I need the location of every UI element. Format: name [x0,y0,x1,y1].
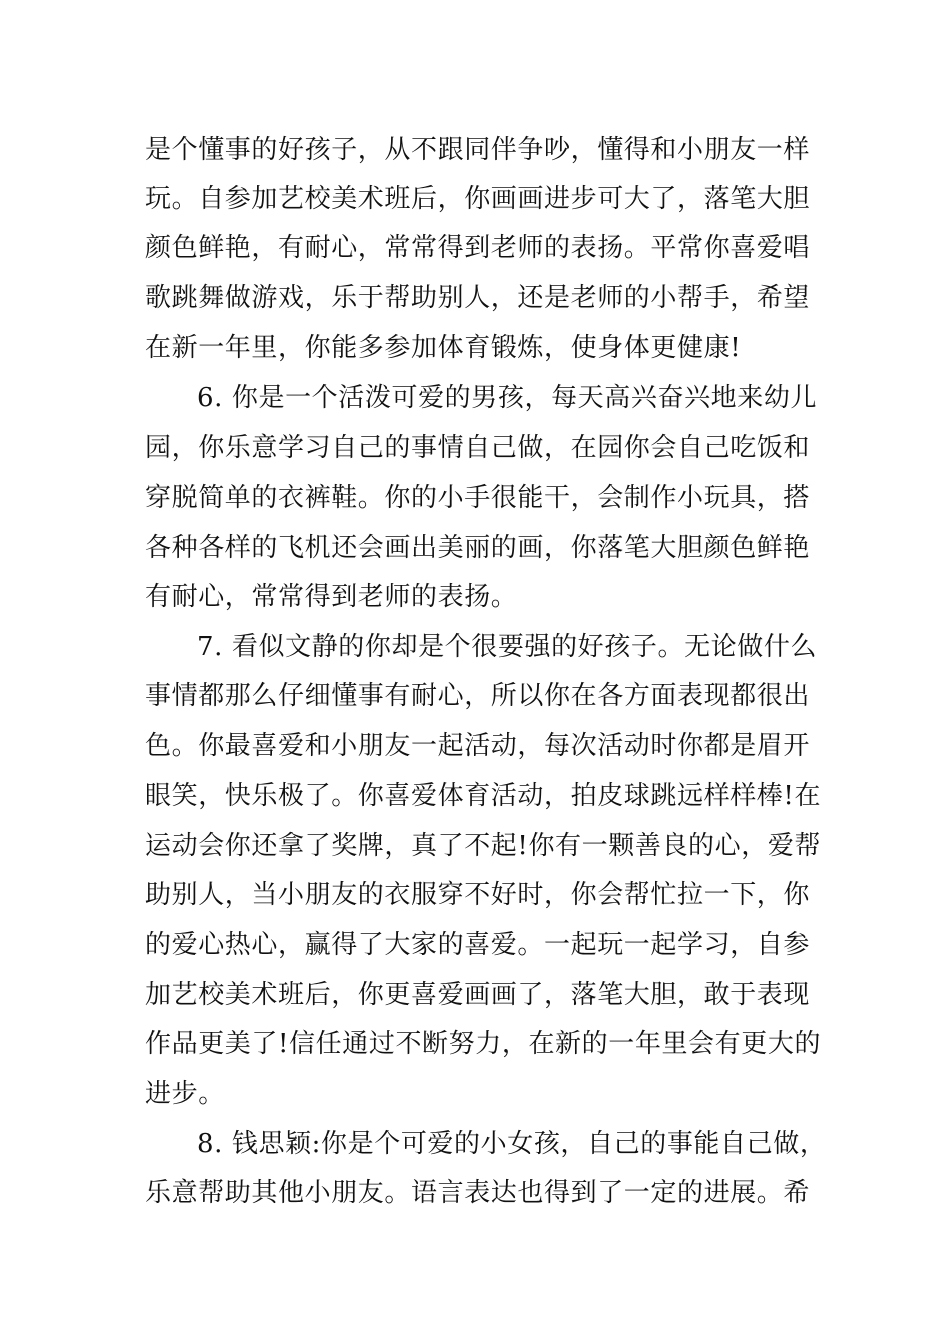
text-line: 事情都那么仔细懂事有耐心，所以你在各方面表现都很出 [145,681,811,711]
text-line: 的爱心热心，赢得了大家的喜爱。一起玩一起学习，自参 [145,930,811,960]
text-line: 助别人，当小朋友的衣服穿不好时，你会帮忙拉一下，你 [145,880,811,910]
text-line: 作品更美了!信任通过不断努力，在新的一年里会有更大的 [145,1029,822,1059]
paragraph-8-first-line: 8. 钱思颖:你是个可爱的小女孩，自己的事能自己做， [197,1129,827,1159]
text-line: 园，你乐意学习自己的事情自己做，在园你会自己吃饭和 [145,433,811,463]
text-line: 玩。自参加艺校美术班后，你画画进步可大了，落笔大胆 [145,184,811,214]
text-line: 颜色鲜艳，有耐心，常常得到老师的表扬。平常你喜爱唱 [145,233,811,263]
text-line: 色。你最喜爱和小朋友一起活动，每次活动时你都是眉开 [145,731,811,761]
paragraph-7-first-line: 7. 看似文静的你却是个很要强的好孩子。无论做什么 [197,632,818,662]
text-line: 乐意帮助其他小朋友。语言表达也得到了一定的进展。希 [145,1178,811,1208]
text-line: 进步。 [145,1079,225,1109]
text-line: 眼笑，快乐极了。你喜爱体育活动，拍皮球跳远样样棒!在 [145,781,822,811]
text-line: 穿脱简单的衣裤鞋。你的小手很能干，会制作小玩具，搭 [145,483,811,513]
text-line: 有耐心，常常得到老师的表扬。 [145,582,518,612]
paragraph-6-first-line: 6. 你是一个活泼可爱的男孩，每天高兴奋兴地来幼儿 [197,383,818,413]
text-line: 加艺校美术班后，你更喜爱画画了，落笔大胆，敢于表现 [145,980,811,1010]
text-line: 歌跳舞做游戏，乐于帮助别人，还是老师的小帮手，希望 [145,283,811,313]
text-line: 在新一年里，你能多参加体育锻炼，使身体更健康! [145,333,742,363]
text-line: 运动会你还拿了奖牌，真了不起!你有一颗善良的心，爱帮 [145,831,822,861]
text-line: 是个懂事的好孩子，从不跟同伴争吵，懂得和小朋友一样 [145,135,811,165]
text-line: 各种各样的飞机还会画出美丽的画，你落笔大胆颜色鲜艳 [145,533,811,563]
